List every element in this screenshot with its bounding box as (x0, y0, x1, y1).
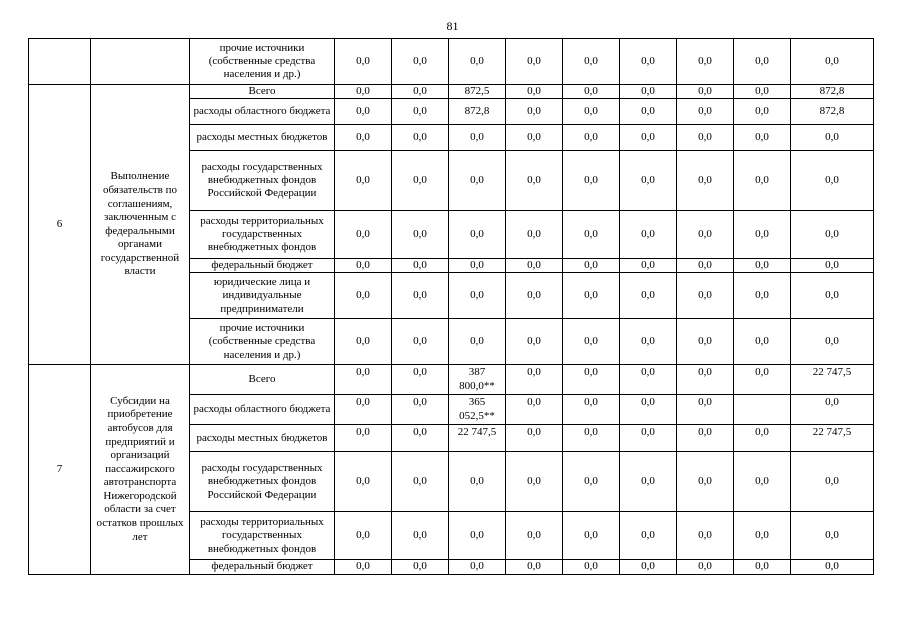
funding-source-cell: расходы областного бюджета (190, 395, 335, 425)
value-cell: 22 747,5 (449, 425, 506, 452)
value-cell: 0,0 (506, 319, 563, 365)
value-cell: 0,0 (677, 560, 734, 574)
table-body (29, 39, 874, 575)
item-name-cell: Выполнение обязательств по соглашениям, заключенным с федеральными органами государственной власти (91, 85, 190, 365)
value-cell: 0,0 (677, 39, 734, 85)
item-number-cell: 6 (29, 85, 91, 365)
funding-source-cell: расходы территориальных государственных внебюджетных фондов (190, 211, 335, 259)
value-cell: 0,0 (734, 319, 791, 365)
value-cell: 0,0 (392, 151, 449, 211)
value-cell: 0,0 (449, 39, 506, 85)
value-cell: 0,0 (620, 273, 677, 319)
value-cell: 0,0 (449, 452, 506, 512)
value-cell: 0,0 (563, 319, 620, 365)
value-cell: 0,0 (563, 512, 620, 560)
value-cell: 0,0 (791, 259, 874, 273)
value-cell: 0,0 (335, 151, 392, 211)
value-cell: 0,0 (335, 99, 392, 125)
value-cell: 0,0 (677, 273, 734, 319)
funding-source-cell: расходы территориальных государственных внебюджетных фондов (190, 512, 335, 560)
value-cell: 0,0 (563, 85, 620, 99)
value-cell: 0,0 (392, 211, 449, 259)
value-cell: 0,0 (449, 151, 506, 211)
value-cell: 872,8 (791, 85, 874, 99)
value-cell: 0,0 (506, 85, 563, 99)
value-cell: 0,0 (335, 395, 392, 425)
value-cell: 0,0 (734, 273, 791, 319)
value-cell (734, 395, 791, 425)
value-cell: 0,0 (677, 319, 734, 365)
value-cell: 0,0 (791, 125, 874, 151)
value-cell: 0,0 (449, 125, 506, 151)
value-cell: 0,0 (449, 319, 506, 365)
value-cell: 365 052,5** (449, 395, 506, 425)
value-cell: 0,0 (620, 39, 677, 85)
funding-source-cell: прочие источники (собственные средства населения и др.) (190, 39, 335, 85)
value-cell: 0,0 (563, 211, 620, 259)
value-cell: 0,0 (506, 395, 563, 425)
value-cell: 0,0 (734, 365, 791, 395)
value-cell: 0,0 (620, 319, 677, 365)
value-cell: 0,0 (677, 512, 734, 560)
value-cell: 0,0 (392, 39, 449, 85)
value-cell: 0,0 (563, 151, 620, 211)
value-cell: 0,0 (734, 99, 791, 125)
value-cell: 0,0 (677, 151, 734, 211)
value-cell: 0,0 (734, 560, 791, 574)
funding-source-cell: юридические лица и индивидуальные предприниматели (190, 273, 335, 319)
value-cell: 0,0 (563, 259, 620, 273)
table-row (29, 85, 874, 99)
value-cell: 0,0 (620, 151, 677, 211)
page-number: 81 (446, 19, 459, 33)
funding-source-cell: расходы государственных внебюджетных фондов Российской Федерации (190, 151, 335, 211)
value-cell: 0,0 (620, 125, 677, 151)
value-cell: 0,0 (335, 211, 392, 259)
value-cell: 0,0 (791, 560, 874, 574)
funding-source-cell: федеральный бюджет (190, 259, 335, 273)
value-cell: 0,0 (335, 125, 392, 151)
value-cell: 0,0 (335, 39, 392, 85)
value-cell: 0,0 (734, 512, 791, 560)
value-cell: 0,0 (734, 125, 791, 151)
item-number-cell (29, 39, 91, 85)
value-cell: 0,0 (449, 512, 506, 560)
value-cell: 0,0 (791, 151, 874, 211)
value-cell: 0,0 (563, 125, 620, 151)
value-cell: 0,0 (506, 365, 563, 395)
value-cell: 0,0 (563, 425, 620, 452)
value-cell: 0,0 (734, 151, 791, 211)
funding-source-cell: расходы областного бюджета (190, 99, 335, 125)
value-cell: 0,0 (734, 39, 791, 85)
value-cell: 0,0 (677, 85, 734, 99)
value-cell: 0,0 (392, 395, 449, 425)
value-cell: 0,0 (392, 259, 449, 273)
value-cell: 0,0 (677, 99, 734, 125)
value-cell: 0,0 (449, 273, 506, 319)
value-cell: 0,0 (620, 425, 677, 452)
value-cell: 0,0 (392, 425, 449, 452)
value-cell: 0,0 (620, 211, 677, 259)
value-cell: 0,0 (563, 452, 620, 512)
item-number-cell: 7 (29, 365, 91, 574)
value-cell: 0,0 (335, 319, 392, 365)
table-row (29, 39, 874, 85)
value-cell: 0,0 (392, 365, 449, 395)
value-cell: 0,0 (335, 452, 392, 512)
value-cell: 0,0 (791, 512, 874, 560)
value-cell: 0,0 (335, 273, 392, 319)
value-cell: 0,0 (677, 259, 734, 273)
value-cell: 0,0 (620, 85, 677, 99)
budget-table (28, 38, 874, 575)
funding-source-cell: расходы государственных внебюджетных фондов Российской Федерации (190, 452, 335, 512)
value-cell: 0,0 (506, 211, 563, 259)
value-cell: 0,0 (677, 365, 734, 395)
value-cell: 387 800,0** (449, 365, 506, 395)
value-cell: 0,0 (506, 273, 563, 319)
value-cell: 0,0 (620, 452, 677, 512)
value-cell: 0,0 (734, 425, 791, 452)
value-cell: 0,0 (563, 39, 620, 85)
funding-source-cell: Всего (190, 365, 335, 395)
value-cell: 0,0 (335, 259, 392, 273)
value-cell: 0,0 (791, 395, 874, 425)
value-cell: 0,0 (392, 512, 449, 560)
value-cell: 0,0 (563, 560, 620, 574)
value-cell: 0,0 (392, 319, 449, 365)
value-cell: 0,0 (506, 452, 563, 512)
value-cell: 0,0 (734, 259, 791, 273)
value-cell: 0,0 (506, 151, 563, 211)
value-cell: 0,0 (392, 99, 449, 125)
value-cell: 0,0 (563, 99, 620, 125)
value-cell: 0,0 (506, 39, 563, 85)
value-cell: 0,0 (335, 365, 392, 395)
value-cell: 0,0 (677, 425, 734, 452)
item-name-cell: Субсидии на приобретение автобусов для предприятий и организаций пассажирского автотранспорта Нижегородской области за счет остатков прошлых лет (91, 365, 190, 574)
item-name-cell (91, 39, 190, 85)
value-cell: 0,0 (449, 560, 506, 574)
value-cell: 0,0 (392, 560, 449, 574)
funding-source-cell: федеральный бюджет (190, 560, 335, 574)
value-cell: 0,0 (620, 395, 677, 425)
value-cell: 0,0 (506, 512, 563, 560)
value-cell: 0,0 (734, 452, 791, 512)
value-cell: 0,0 (620, 512, 677, 560)
value-cell: 0,0 (392, 85, 449, 99)
value-cell: 0,0 (392, 452, 449, 512)
value-cell: 0,0 (791, 39, 874, 85)
value-cell: 872,8 (791, 99, 874, 125)
value-cell: 0,0 (734, 85, 791, 99)
value-cell: 0,0 (563, 395, 620, 425)
value-cell: 0,0 (620, 365, 677, 395)
value-cell: 0,0 (335, 560, 392, 574)
value-cell: 0,0 (734, 211, 791, 259)
value-cell: 0,0 (563, 365, 620, 395)
value-cell: 0,0 (506, 125, 563, 151)
value-cell: 0,0 (791, 319, 874, 365)
value-cell: 0,0 (563, 273, 620, 319)
value-cell: 0,0 (392, 125, 449, 151)
funding-source-cell: прочие источники (собственные средства населения и др.) (190, 319, 335, 365)
value-cell: 872,8 (449, 99, 506, 125)
value-cell: 0,0 (677, 125, 734, 151)
value-cell: 0,0 (335, 512, 392, 560)
value-cell: 0,0 (506, 425, 563, 452)
value-cell: 0,0 (392, 273, 449, 319)
funding-source-cell: расходы местных бюджетов (190, 425, 335, 452)
value-cell: 0,0 (506, 560, 563, 574)
value-cell: 0,0 (791, 211, 874, 259)
value-cell: 0,0 (677, 211, 734, 259)
funding-source-cell: Всего (190, 85, 335, 99)
value-cell: 0,0 (791, 273, 874, 319)
value-cell: 0,0 (335, 85, 392, 99)
funding-source-cell: расходы местных бюджетов (190, 125, 335, 151)
value-cell: 0,0 (335, 425, 392, 452)
value-cell: 0,0 (449, 211, 506, 259)
value-cell: 0,0 (620, 259, 677, 273)
value-cell: 22 747,5 (791, 425, 874, 452)
value-cell: 0,0 (506, 99, 563, 125)
value-cell: 872,5 (449, 85, 506, 99)
value-cell: 0,0 (620, 99, 677, 125)
value-cell: 0,0 (620, 560, 677, 574)
table-row (29, 365, 874, 395)
value-cell: 0,0 (677, 395, 734, 425)
value-cell: 0,0 (677, 452, 734, 512)
value-cell: 0,0 (506, 259, 563, 273)
value-cell: 0,0 (791, 452, 874, 512)
value-cell: 0,0 (449, 259, 506, 273)
value-cell: 22 747,5 (791, 365, 874, 395)
